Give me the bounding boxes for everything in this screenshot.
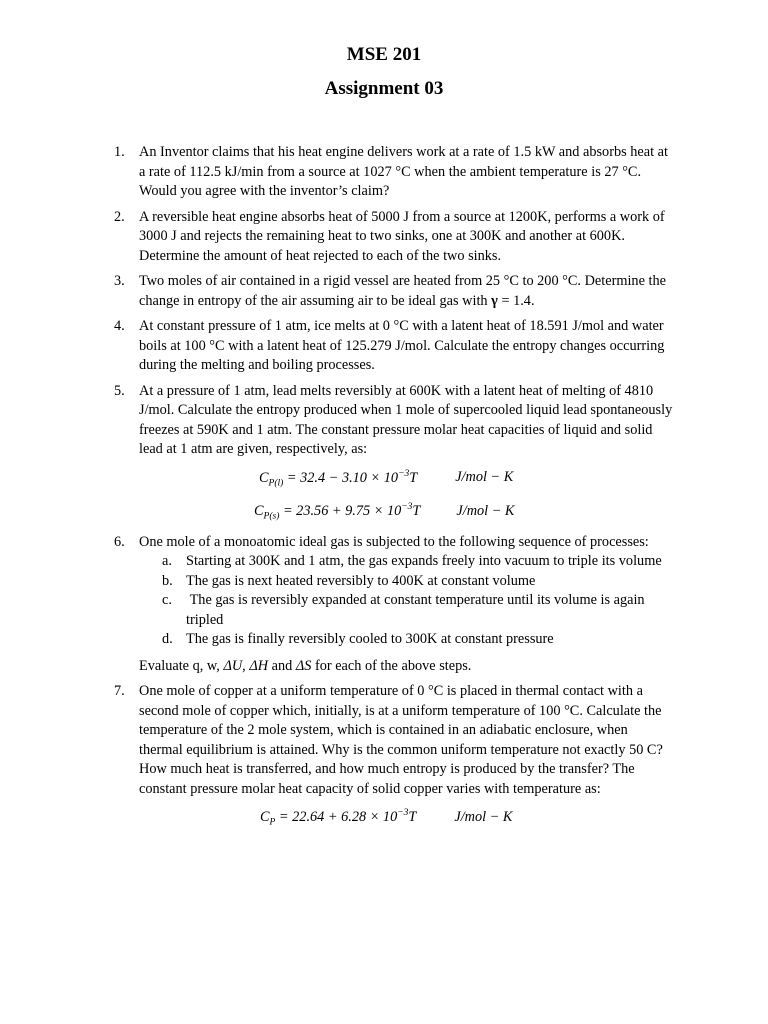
question-number: 1. — [114, 144, 125, 160]
question-2 — [114, 208, 674, 267]
step-text: The gas is finally reversibly cooled to 300K at constant pressure — [186, 631, 554, 648]
question-7 — [114, 682, 674, 833]
question-3 — [114, 272, 674, 311]
step-letter: b. — [162, 572, 173, 589]
step-letter: d. — [162, 631, 173, 648]
question-number: 7. — [114, 683, 125, 700]
question-list — [114, 143, 674, 839]
heat-capacity-solid-equation: $C_{P(s)} = 23.56 + 9.75 \times 10^{-3}T$ J/mol − K — [254, 502, 515, 522]
step-letter: a. — [162, 553, 172, 570]
assignment-title: Assignment 03 — [324, 78, 444, 99]
step-text: The gas is reversibly expanded at constant temperature until its volume is again tripled — [186, 592, 649, 628]
process-step-c — [139, 591, 674, 630]
step-text: Starting at 300K and 1 atm, the gas expands freely into vacuum to triple its volume — [186, 553, 662, 570]
delta-h-symbol: ΔH — [249, 657, 269, 674]
question-text: One mole of copper at a uniform temperature of 0 °C is placed in thermal contact with a second mole of copper which, initially, is at a uniform temperature of 100 °C. Calculate the temperature of the 2 mole system, which is contained in an adiabatic enclosure, when thermal equilibrium is attained. Why is the common uniform temperature not exactly 50 C? How much heat is transferred, and how much entropy is produced by the transfer? The constant pressure molar heat capacity of solid copper varies with temperature as: — [139, 683, 663, 797]
course-title: MSE 201 — [346, 44, 422, 65]
question-1 — [114, 143, 674, 202]
question-6 — [114, 533, 674, 677]
question-text: One mole of a monoatomic ideal gas is subjected to the following sequence of processes: — [139, 533, 649, 550]
question-number: 4. — [114, 318, 125, 334]
question-4 — [114, 317, 674, 376]
heat-capacity-liquid-equation: $C_{P(l)} = 32.4 - 3.10 \times 10^{-3}T$ J/mol − K — [259, 468, 514, 489]
delta-u-symbol: ΔU — [223, 657, 243, 674]
delta-s-symbol: ΔS — [295, 657, 312, 674]
question-text: At a pressure of 1 atm, lead melts reversibly at 600K with a latent heat of melting of 4810 J/mol. Calculate the entropy produced when 1 mole of supercooled liquid lead spontaneously freezes at 590K and 1 atm. The constant pressure molar heat capacities of liquid and solid lead at 1 atm are given, respectively, as: — [139, 382, 673, 457]
question-text-part: Two moles of air contained in a rigid vessel are heated from 25 °C to 200 °C. Determine the change in entropy of the air assuming air to be ideal gas with — [139, 273, 666, 309]
process-step-a — [139, 552, 674, 572]
question-text — [139, 272, 674, 311]
gamma-symbol: γ — [491, 292, 498, 309]
process-step-b — [139, 572, 674, 592]
equation-unit: J/mol − K — [455, 469, 514, 486]
equation-unit: J/mol − K — [456, 502, 515, 519]
step-letter: c. — [162, 592, 172, 609]
question-text: An Inventor claims that his heat engine delivers work at a rate of 1.5 kW and absorbs heat at a rate of 112.5 kJ/min from a source at 1027 °C when the ambient temperature is 27 °C. Would you agree with the inventor’s claim? — [139, 144, 668, 199]
question-number: 6. — [114, 533, 125, 550]
process-step-list — [139, 552, 674, 650]
question-number: 3. — [114, 273, 125, 289]
heat-capacity-copper-equation: $C_P = 22.64 + 6.28 \times 10^{-3}T$ J/mol − K — [260, 808, 513, 828]
question-text: A reversible heat engine absorbs heat of 5000 J from a source at 1200K, performs a work of 3000 J and rejects the remaining heat to two sinks, one at 300K and another at 600K. Determine the amount of heat rejected to each of the two sinks. — [139, 208, 665, 264]
evaluate-instruction: Evaluate q, w, ΔU, ΔH and ΔS for each of the above steps. — [139, 657, 472, 674]
equation-unit: J/mol − K — [454, 809, 513, 826]
process-step-d — [139, 630, 674, 650]
question-number: 5. — [114, 382, 125, 399]
question-text: At constant pressure of 1 atm, ice melts at 0 °C with a latent heat of 18.591 J/mol and water boils at 100 °C with a latent heat of 125.279 J/mol. Calculate the entropy changes occurring during the melting and boiling processes. — [139, 318, 665, 373]
question-5 — [114, 382, 674, 527]
step-text: The gas is next heated reversibly to 400K at constant volume — [186, 572, 536, 589]
question-text-part: = 1.4. — [497, 292, 535, 309]
question-number: 2. — [114, 208, 125, 225]
